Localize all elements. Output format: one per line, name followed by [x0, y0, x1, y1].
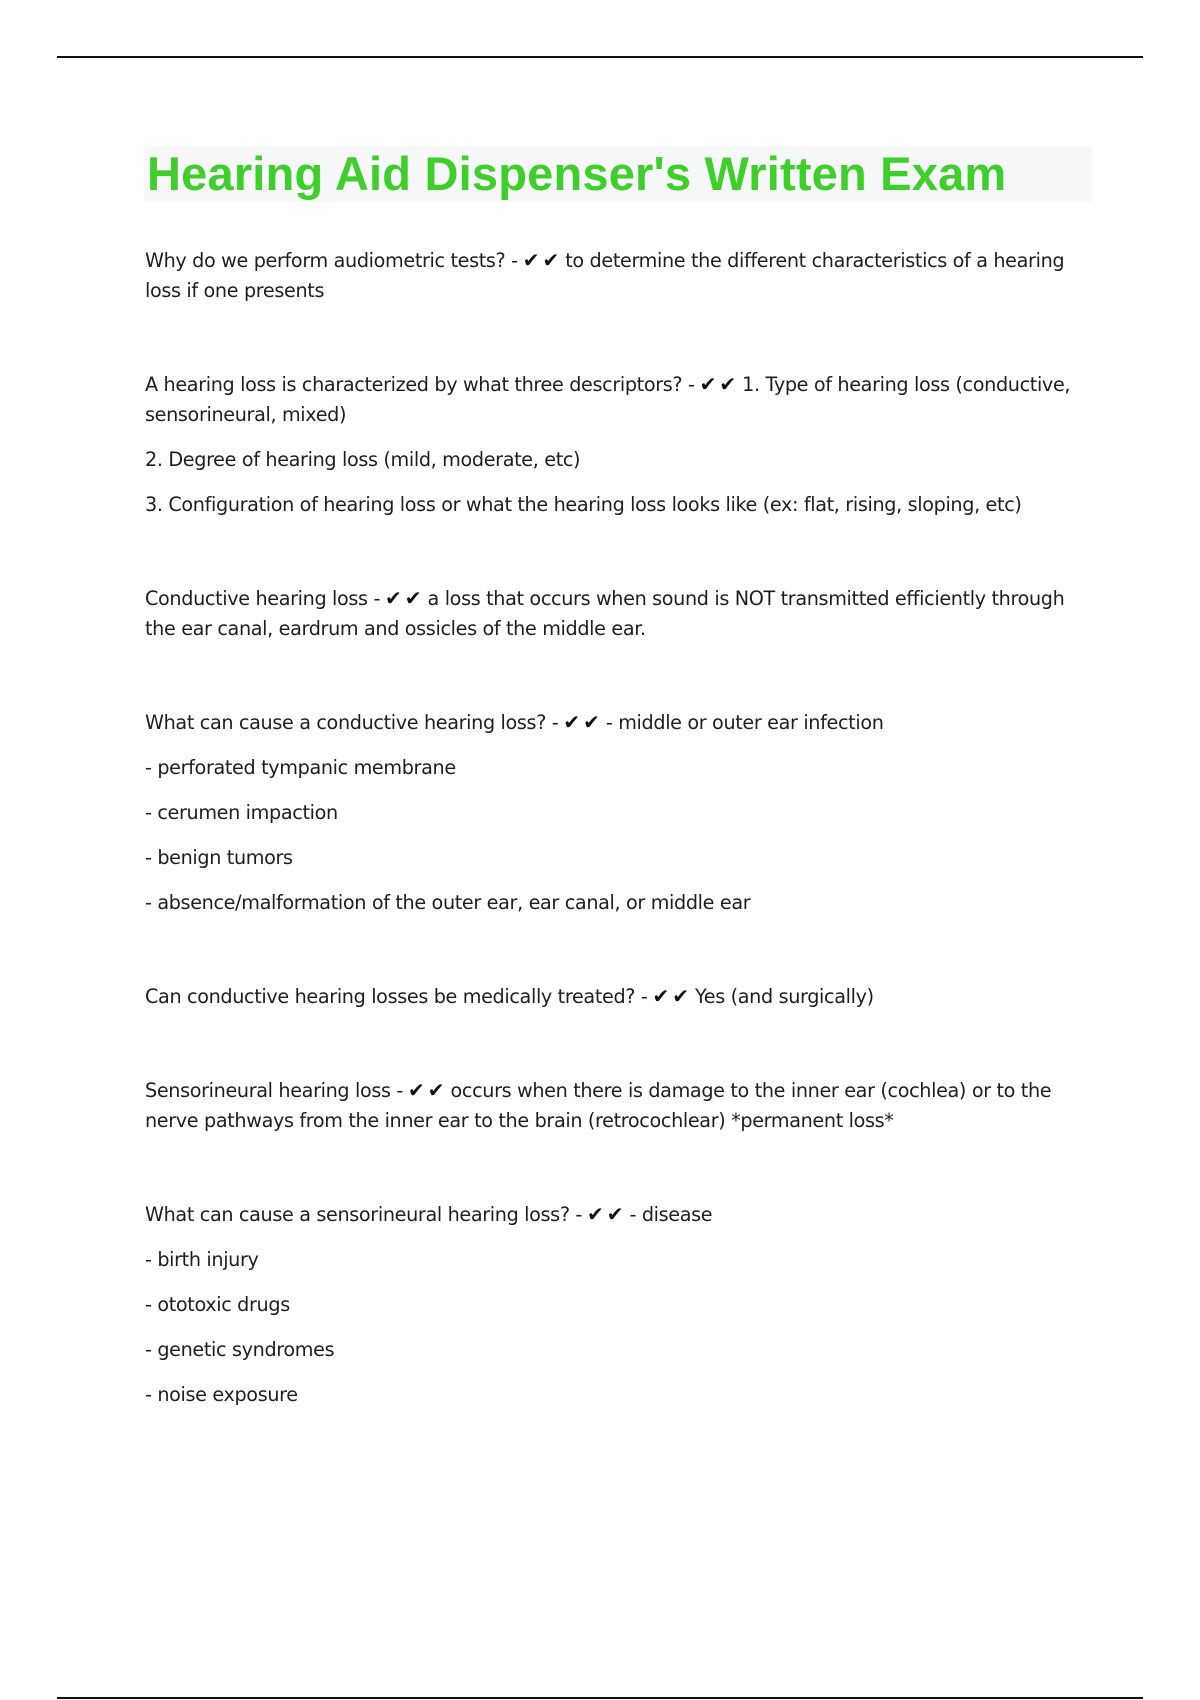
question: What can cause a sensorineural hearing loss? -	[145, 1203, 582, 1226]
qa-first-line	[145, 583, 1080, 644]
qa-list	[145, 245, 1080, 1410]
check-marks-icon: ✔✔	[699, 372, 740, 396]
question: Can conductive hearing losses be medically treated? -	[145, 985, 648, 1008]
qa-item-7	[145, 1199, 1080, 1410]
answer-line: - absence/malformation of the outer ear, ear canal, or middle ear	[145, 891, 751, 914]
answer: - middle or outer ear infection	[605, 711, 884, 734]
check-marks-icon: ✔✔	[652, 984, 692, 1008]
bottom-rule	[57, 1697, 1143, 1699]
qa-first-line	[145, 245, 1080, 306]
qa-item-4	[145, 707, 1080, 918]
qa-first-line	[145, 369, 1080, 430]
question: Conductive hearing loss -	[145, 587, 381, 610]
qa-first-line	[145, 707, 1080, 738]
check-marks-icon: ✔✔	[385, 586, 425, 610]
question: What can cause a conductive hearing loss? -	[145, 711, 559, 734]
answer: a loss that occurs when sound is NOT transmitted efficiently through the ear canal, eardrum and ossicles of the middle ear.	[145, 587, 1065, 640]
qa-item-3	[145, 583, 1080, 644]
answer-line: 2. Degree of hearing loss (mild, moderate, etc)	[145, 448, 581, 471]
qa-item-5	[145, 981, 1080, 1012]
qa-first-line	[145, 1199, 1080, 1230]
answer-line: - cerumen impaction	[145, 801, 338, 824]
top-rule	[57, 56, 1143, 58]
qa-item-1	[145, 245, 1080, 306]
check-marks-icon: ✔✔	[407, 1078, 448, 1102]
answer-line: 3. Configuration of hearing loss or what the hearing loss looks like (ex: flat, rising, sloping, etc)	[145, 493, 1022, 516]
answer-line: - birth injury	[145, 1248, 259, 1271]
page-title: Hearing Aid Dispenser's Written Exam	[147, 147, 1007, 200]
answer: occurs when there is damage to the inner ear (cochlea) or to the nerve pathways from the inner ear to the brain (retrocochlear) *permanent loss*	[145, 1079, 1052, 1132]
answer-line: - perforated tympanic membrane	[145, 756, 456, 779]
answer: Yes (and surgically)	[694, 985, 874, 1008]
qa-first-line	[145, 981, 1080, 1012]
answer: 1. Type of hearing loss (conductive, sensorineural, mixed)	[145, 373, 1071, 426]
qa-item-2	[145, 369, 1080, 520]
answer-line: - genetic syndromes	[145, 1338, 335, 1361]
question: Sensorineural hearing loss -	[145, 1079, 403, 1102]
check-marks-icon: ✔✔	[586, 1202, 627, 1226]
question: Why do we perform audiometric tests? -	[145, 249, 518, 272]
check-marks-icon: ✔✔	[563, 710, 603, 734]
question: A hearing loss is characterized by what three descriptors? -	[145, 373, 695, 396]
check-marks-icon: ✔✔	[522, 248, 563, 272]
answer-line: - ototoxic drugs	[145, 1293, 290, 1316]
answer-line: - noise exposure	[145, 1383, 298, 1406]
answer: to determine the different characteristics of a hearing loss if one presents	[145, 249, 1065, 302]
answer: - disease	[629, 1203, 713, 1226]
answer-line: - benign tumors	[145, 846, 293, 869]
qa-item-6	[145, 1075, 1080, 1136]
qa-first-line	[145, 1075, 1080, 1136]
